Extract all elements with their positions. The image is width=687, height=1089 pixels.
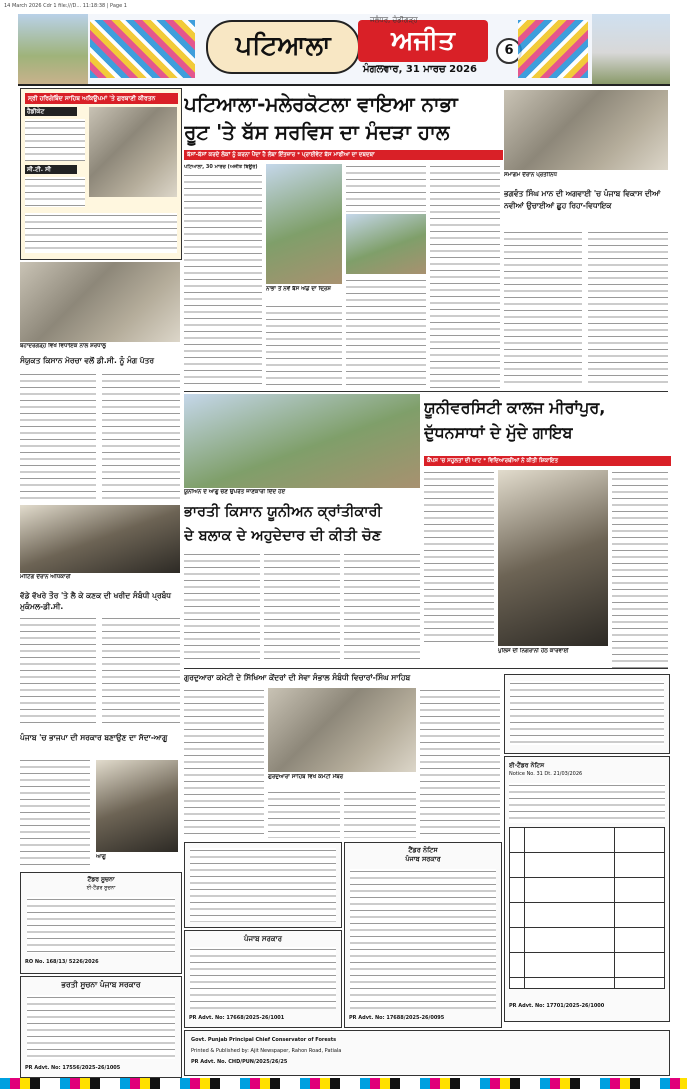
bku-headline-line1: ਭਾਰਤੀ ਕਿਸਾਨ ਯੂਨੀਅਨ ਕ੍ਰਾਂਤੀਕਾਰੀ [184,504,382,520]
small-notice-body [510,681,664,745]
lead-photo [266,164,342,284]
tender-notice2-title: ਟੈਂਡਰ ਨੋਟਿਸ [408,846,438,854]
crowd-photo [184,394,420,488]
masthead-title-ajit: ਅਜੀਤ [358,20,488,62]
bku-text-col3 [344,552,420,664]
tender1-body [27,897,175,953]
police-caption: ਪੁਲਿਸ ਦੀ ਨਿਗਰਾਨੀ ਹੇਠ ਕਾਰਵਾਈ [498,648,569,654]
tender1-ref: ਈ-ਟੈਂਡਰ ਸੂਚਨਾ [86,885,116,891]
lead-text-col3a [346,164,426,212]
tender-big-table-col-rule-1 [524,828,525,988]
committee-headline: ਗੁਰਦੁਆਰਾ ਕਮੇਟੀ ਦੇ ਸਿੱਖਿਆ ਕੇਂਦਰਾਂ ਦੀ ਸੇਵਾ ਸੰਭਾਲ ਸੰਬੰਧੀ ਵਿਚਾਰਾਂ-ਸਿੰਘ ਸਾਹਿਬ [184,673,411,682]
tender1-title: ਟੈਂਡਰ ਸੂਚਨਾ [87,876,115,883]
lead-text-col2 [266,304,342,388]
hospital-ad-label-a: ਹੈਡੀਕੇਟ [25,107,77,116]
hospital-ad-photo [89,107,177,197]
bjp-text-col1 [20,758,90,868]
university-text-col1 [424,470,494,646]
masthead-photo-right [592,14,670,84]
punjab-sarkar-ro: PR Advt. No: 17668/2025-26/1001 [189,1015,285,1021]
section-rule-1 [184,391,668,392]
small-notice-ad [504,674,670,754]
masthead-photo-left [18,14,88,84]
masthead-pattern-right [518,20,588,78]
footer-ad-line1: Govt. Punjab Principal Chief Conservator of Forests [191,1037,337,1043]
top-right-group-photo [504,90,668,170]
punjab-sarkar-title: ਪੰਜਾਬ ਸਰਕਾਰ [243,935,282,943]
portrait-photo [96,760,178,852]
lead-byline: ਪਟਿਆਲਾ, 30 ਮਾਰਚ (ਅਜੀਤ ਬਿਊਰੋ) [184,164,258,170]
bjp-headline: ਪੰਜਾਬ 'ਚ ਭਾਜਪਾ ਦੀ ਸਰਕਾਰ ਬਣਾਉਣ ਦਾ ਸੱਦਾ-ਆਗੂ [20,733,168,742]
tender-notice2-sub: ਪੰਜਾਬ ਸਰਕਾਰ [405,855,441,863]
footer-ad [184,1030,670,1076]
protest-photo [20,262,180,342]
committee-text-col3 [344,790,416,838]
kisan-headline: ਸੰਯੁਕਤ ਕਿਸਾਨ ਮੋਰਚਾ ਵਲੋਂ ਡੀ.ਸੀ. ਨੂੰ ਮੰਗ ਪੱਤਰ [20,356,154,365]
hospital-ad-label-b: ਸੀ.ਟੀ. ਸੀ [25,165,77,174]
bku-text-col1 [184,552,260,664]
tender-big-ro: PR Advt. No: 17701/2025-26/1000 [509,1003,605,1009]
wheat-text-col2 [102,616,180,728]
lead-headline-line2: ਰੂਟ 'ਤੇ ਬੱਸ ਸਰਵਿਸ ਦਾ ਮੰਦੜਾ ਹਾਲ [184,120,450,144]
kisan-text-col1 [20,372,96,500]
committee-photo [268,688,416,772]
masthead-title-patiala: ਪਟਿਆਲਾ [206,20,360,74]
kisan-text-col2 [102,372,180,500]
masthead-date: ਮੰਗਲਵਾਰ, 31 ਮਾਰਚ 2026 [363,64,477,75]
tender-big-table [509,827,665,989]
university-headline: ਯੂਨੀਵਰਸਿਟੀ ਕਾਲਜ ਮੀਰਾਂਪੁਰ, [424,398,606,417]
bharti-suchna-ro: PR Advt. No: 17556/2025-26/1005 [25,1065,121,1071]
wheat-text-col1 [20,616,96,728]
committee-text-col2 [268,790,340,838]
lead-kicker: ਬੱਸਾਂ-ਬੱਸਾਂ ਕਰਦੇ ਲੋਕਾਂ ਨੂੰ ਕਰਨਾ ਪੈਂਦਾ ਹੈ ਲੰਬਾ ਇੰਤਜ਼ਾਰ * ਪ੍ਰਾਈਵੇਟ ਬੱਸ ਮਾਫੀਆ ਦਾ ਦਬਦਬਾ [184,150,503,160]
hospital-ad [20,88,182,260]
university-kicker: ਕੈਂਪਸ 'ਚ ਸਹੂਲਤਾਂ ਦੀ ਘਾਟ * ਵਿਦਿਆਰਥੀਆਂ ਨੇ ਕੀਤੀ ਸ਼ਿਕਾਇਤ [424,456,671,466]
masthead-pattern-left [90,20,195,78]
section-rule-2 [184,668,668,669]
footer-ad-line2: Printed & Published by: Ajit Newspaper, Rahon Road, Patiala [191,1048,342,1054]
lead-headline-line1: ਪਟਿਆਲਾ-ਮਲੇਰਕੋਟਲਾ ਵਾਇਆ ਨਾਭਾ [184,92,458,116]
bharti-suchna-body [27,995,175,1059]
wheat-headline: ਵੱਡੇ ਵੱਖਰੇ ਤੌਰ 'ਤੇ ਲੈ ਕੇ ਕਣਕ ਦੀ ਖਰੀਦ ਸੰਬੰਧੀ ਪ੍ਰਬੰਧ ਮੁਕੰਮਲ-ਡੀ.ਸੀ. [20,591,172,611]
bku-caption: ਯੂਨੀਅਨ ਦੇ ਆਗੂ ਚੋਣ ਉਪਰੰਤ ਜਾਣਕਾਰੀ ਦਿੰਦੇ ਹੋਏ [184,489,286,495]
police-photo [498,470,608,646]
bharti-suchna-title: ਭਰਤੀ ਸੂਚਨਾ ਪੰਜਾਬ ਸਰਕਾਰ [61,980,141,989]
footer-ad-line3: PR Advt. No. CHD/PUN/2025/26/25 [191,1059,288,1065]
punjab-sarkar-body [190,947,336,1009]
bhagwant-text-col2 [588,230,668,388]
tender-notice2-ro: PR Advt. No: 17688/2025-26/0095 [349,1015,445,1021]
masthead [18,14,670,86]
bhagwant-headline: ਭਗਵੰਤ ਸਿੰਘ ਮਾਨ ਦੀ ਅਗਵਾਈ 'ਚ ਪੰਜਾਬ ਵਿਕਾਸ ਦੀਆਂ ਨਵੀਆਂ ਉਚਾਈਆਂ ਛੂਹ ਰਿਹਾ-ਵਿਧਾਇਕ [504,189,661,210]
hospital-ad-text-a [25,119,85,161]
tender1-ad [20,872,182,974]
tender-notice2-ad [344,842,502,1028]
lead-text-col4 [430,164,500,388]
masthead-subtitle: ਜਲੰਧਰ, ਚੰਡੀਗੜ੍ਹ [370,16,418,24]
protest-caption: ਬਹਾਦਰਗੜ੍ਹ ਵਿਖੇ ਵਿਧਾਇਕ ਨਾਲ ਸ਼ਰਧਾਲੂ [20,343,106,349]
meeting-photo [20,505,180,573]
tender1-ro: RO No. 168/13/ 5226/2026 [25,959,99,965]
tender-notice2-body [350,869,496,1009]
hospital-ad-title: ਸ੍ਰੀ ਹਰਿਗੋਬਿੰਦ ਸਾਹਿਬ ਅਕਿਊਪਮਾਂ 'ਤੇ ਗੁਰਬਾਣੀ ਕੀਰਤਨ [25,93,178,104]
hospital-ad-text-b [25,177,85,207]
group-caption: ਸਮਾਗਮ ਦੌਰਾਨ ਪ੍ਰਤੀਨਿਧ [504,172,558,178]
tender-big-table-col-rule-2 [614,828,615,988]
bhagwant-text-col1 [504,230,582,388]
hospital-ad-text-c [25,213,177,253]
color-calibration-bar [0,1078,687,1089]
bku-headline-line2: ਦੇ ਬਲਾਕ ਦੇ ਅਹੁਦੇਦਾਰ ਦੀ ਕੀਤੀ ਚੋਣ [184,528,382,544]
university-headline-2: ਦੁੱਧਨਸਾਧਾਂ ਦੇ ਮੁੱਦੇ ਗਾਇਬ [424,423,573,442]
lead-text-col1 [184,173,262,388]
ad-block-a [184,842,342,928]
bku-text-col2 [264,552,340,664]
print-info-line: 14 March 2026 Cdr 1 file:///D... 11:18:38 | Page 1 [4,3,127,9]
lead-caption: ਨਾਭਾ ਤੋਂ ਨਵੇਂ ਬੱਸ ਅੱਡੇ ਦਾ ਦ੍ਰਿਸ਼ [266,286,331,292]
lead-text-col3b [346,278,426,388]
tender-big-ad [504,756,670,1022]
tender-big-title: ਈ-ਟੈਂਡਰ ਨੋਟਿਸ [509,762,545,769]
committee-text-col4 [420,688,500,838]
bharti-suchna-ad [20,976,182,1078]
tender-big-intro [509,783,665,823]
committee-caption: ਗੁਰਦੁਆਰਾ ਸਾਹਿਬ ਵਿਖੇ ਕਮੇਟੀ ਮੈਂਬਰ [268,774,344,780]
lead-photo-2 [346,214,426,274]
university-text-col2 [612,470,668,670]
ad-block-a-body [190,848,336,922]
tender-big-notice: Notice No. 31 Dt. 21/03/2026 [509,771,583,777]
punjab-sarkar-ad [184,930,342,1028]
committee-text-col1 [184,688,264,838]
page-number: 6 [496,38,522,64]
meeting-caption: ਮੀਟਿੰਗ ਦੌਰਾਨ ਅਧਿਕਾਰੀ [20,574,71,580]
portrait-caption: ਆਗੂ [96,854,106,860]
